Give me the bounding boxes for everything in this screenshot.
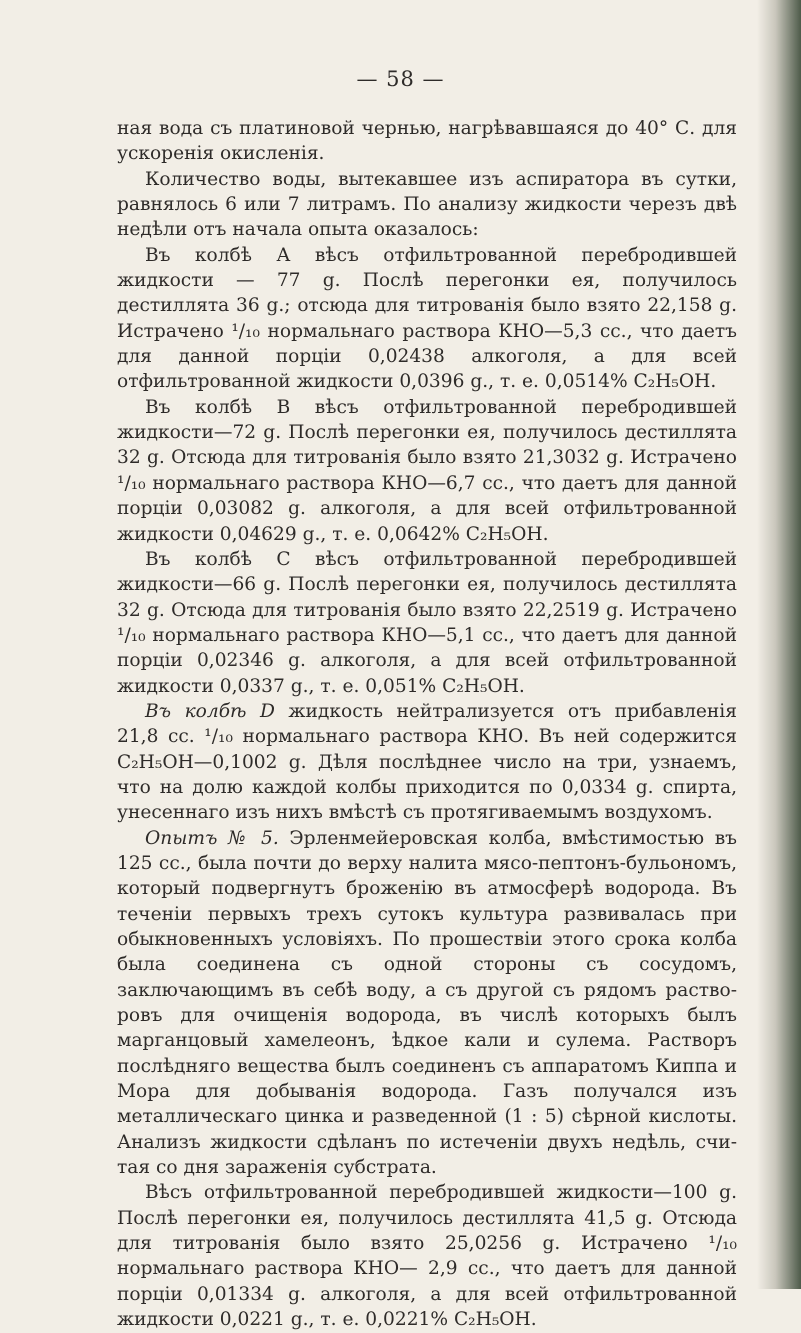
paragraph-water-volume: Количество воды, вытекавшее изъ аспиратора въ сутки, равнялось 6 или 7 литрамъ. По анализу жидкости черезъ двѣ недѣли отъ начала опыта оказалось: xyxy=(117,168,737,241)
paragraph-flask-a: Въ колбѣ А вѣсъ отфильтрованной перебродившей жидкости — 77 g. Послѣ перегонки ея, получилось дестиллята 36 g.; отсюда для титрованія было взято 22,158 g. Истрачено ¹/₁₀ нормальнаго раствора КНО—5,3 сс., что даетъ для данной порціи 0,02438 алкоголя, а для всей отфильтрованной жидкости 0,0396 g., т. е. 0,0514% C₂H₅OH. xyxy=(117,244,737,393)
experiment-5-text: Эрленмейеровская колба, вмѣстимостью въ 125 сс., была почти до верху налита мясо-пептонъ-бульономъ, который подвергнутъ броженію въ атмосферѣ водорода. Въ теченіи первыхъ трехъ сутокъ культура развивалась при обыкновенныхъ условіяхъ. По прошествіи этого срока колба была соединена съ одной стороны съ сосудомъ, заключающимъ въ себѣ воду, а съ другой съ рядомъ растворовъ для очищенія водорода, въ числѣ которыхъ былъ марганцовый хамелеонъ, ѣдкое кали и сулема. Растворъ послѣдняго вещества былъ соединенъ съ аппаратомъ Киппа и Мора для добыванія водорода. Газъ получался изъ металлическаго цинка и разведенной (1 : 5) сѣрной кислоты. Анализъ жидкости сдѣланъ по истеченіи двухъ недѣль, считая со дня зараженія субстрата. xyxy=(117,827,737,1179)
experiment-5-lead: Опытъ № 5. xyxy=(145,827,279,849)
paragraph-flask-d xyxy=(117,699,737,826)
paragraph-flask-c: Въ колбѣ С вѣсъ отфильтрованной перебродившей жидкости—66 g. Послѣ перегонки ея, получилось дестиллята 32 g. Отсюда для титрованія было взято 22,2519 g. Истрачено ¹/₁₀ нормальнаго раствора КНО—5,1 сс., что даетъ для данной порціи 0,02346 g. алкоголя, а для всей отфильтрованной жидкости 0,0337 g., т. е. 0,051% C₂H₅OH. xyxy=(117,548,737,697)
paragraph-continuation: ная вода съ платиновой чернью, нагрѣвавшаяся до 40° С. для ускоренія окисленія. xyxy=(117,118,737,165)
page-edge-shadow xyxy=(757,0,801,1289)
page-body xyxy=(117,116,737,1333)
paragraph-experiment-5 xyxy=(117,826,737,1181)
paragraph-flask-b: Въ колбѣ В вѣсъ отфильтрованной перебродившей жидкости—72 g. Послѣ перегонки ея, получилось дестиллята 32 g. Отсюда для титрованія было взято 21,3032 g. Истрачено ¹/₁₀ нормальнаго раствора КНО—6,7 сс., что даетъ для данной порціи 0,03082 g. алкоголя, а для всей отфильтрованной жидкости 0,04629 g., т. е. 0,0642% C₂H₅OH. xyxy=(117,396,737,545)
flask-d-text: жидкость нейтрализуется отъ прибавленія 21,8 сс. ¹/₁₀ нормальнаго раствора КНО. Въ ней содержится C₂H₅OH—0,1002 g. Дѣля послѣднее число на три, узнаемъ, что на долю каждой колбы приходится по 0,0334 g. спирта, унесеннаго изъ нихъ вмѣстѣ съ протягиваемымъ воздухомъ. xyxy=(117,700,737,824)
page-number: — 58 — xyxy=(356,67,445,91)
flask-d-lead: Въ колбѣ D xyxy=(145,700,275,722)
paragraph-result: Вѣсъ отфильтрованной перебродившей жидкости—100 g. Послѣ перегонки ея, получилось дестиллята 41,5 g. Отсюда для титрованія было взято 25,0256 g. Истрачено ¹/₁₀ нормальнаго раствора КНО— 2,9 сс., что даетъ для данной порціи 0,01334 g. алкоголя, а для всей отфильтрованной жидкости 0,0221 g., т. е. 0,0221% C₂H₅OH. xyxy=(117,1182,737,1331)
